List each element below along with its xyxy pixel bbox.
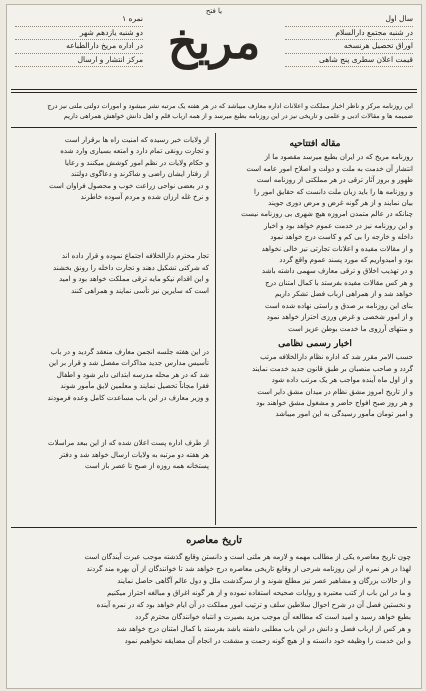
article-line: تأسیس مدارس جدید مذاکرات مفصل شد و قرار بر این [48,359,209,368]
article-line: بیان نمایند و از هر گونه غرض و مرض دوری جویند [268,199,413,208]
masthead-rule-thin [11,92,417,93]
article-line: فقرا مجاناً تحصیل نمایند و معلمین لایق مأمور شوند [60,382,209,391]
masthead-left-line: مرکز انتشار و ارسال [15,54,143,68]
masthead [7,5,421,85]
newspaper-page [6,4,422,689]
banner-rule [11,127,417,128]
article-line: و هر روز صبح افواج حاضر و مشغول مشق خواهند بود [256,398,413,407]
article-line: و این اقدام نیکو مایه ترقی مملکت خواهد بود و امید [59,275,209,284]
masthead-left-line: نمره ۱ [15,13,143,27]
article-line: حسب الامر مقرر شد که اداره نظام دارالخلافه مرتب [260,353,413,362]
masthead-right-line: در شنبه مجتمع دارالسلام [285,27,413,41]
article-line: گردد و صاحب منصبان بر طبق قانون جدید خدمت نمایند [251,364,413,373]
article-line: و روزنامه ها را باید زبان ملت دانست که حقایق امور را [254,187,413,196]
article-line: بنای این روزنامه بر صدق و راستی نهاده شده است [264,301,413,310]
section-rule [11,527,417,528]
contemporary-history-body [17,551,411,647]
newspaper-logo: مریخ [167,15,261,69]
contemporary-history-title: تاریخ معاصره [186,535,242,546]
article-line: هر هفته دو مرتبه به ولایات ارسال خواهد شد و دفتر [59,450,209,459]
article-line: تجار محترم دارالخلافه اجتماع نموده و قرار داده اند [61,252,209,261]
banner-line: این روزنامه مرکز و ناظر اخبار مملکت و اعلانات اداره معارف میباشد که در هر هفته یک مرتبه نشر میشود و امورات دولتی ملتی نیز درج [47,102,413,110]
article-line: چنانکه در عالم متمدن امروزه هیچ شهری بی روزنامه نیست [241,210,413,219]
article-line: و از اول ماه آینده مواجب هر یک مرتب داده شود [271,376,413,385]
article-line: بود و امیدواریم که مورد پسند عموم واقع گردد [279,256,413,265]
masthead-ornament-text: یا فتح [205,7,223,15]
article-line: و نرخ غله ارزان شده و مردم آسوده خاطرند [80,193,209,202]
article-line: بطبع خواهد رسید و امید است که مطالعه آن موجب مزید بصیرت و انتباه خوانندگان محترم گردد [135,613,411,621]
masthead-left-info [15,13,143,67]
masthead-right-line: قیمت اعلان سطری پنج شاهی [285,54,413,68]
article-line: که شرکتی تشکیل دهند و تجارت داخله را رونق بخشند [53,263,209,272]
article-line: داخله و خارجه را بی کم و کاست درج خواهد نمود [270,233,413,242]
column-gap [15,203,209,251]
article-line: و از امور شخصی و غرض ورزی احتراز خواهد نمود [266,313,413,322]
article-line: و ما در این باب از کتب معتبره و روایات صحیحه استفاده نموده و از هر گونه اغراق و مبالغه احتراز میکنیم [107,589,411,597]
article-line: است که سایرین نیز تأسی نمایند و همراهی کنند [71,286,209,295]
article-line: و در تهذیب اخلاق و ترقی معارف سهمی داشته باشد [261,267,413,276]
article-line: و از تاریخ امروز مشق نظام در میدان مشق دایر است [257,387,413,396]
banner-line: ضمیمه ها و مقالات ادبی و علمی و تاریخی نیز در این روزنامه بطبع میرسد و از همه ارباب قلم و اهل دانش خواهش همراهی داریم [63,112,413,120]
article-line: و نخستین فصل آن در شرح احوال سلاطین سلف و ترتیب امور مملکت در آن ایام خواهد بود که در نمره آینده [96,601,411,609]
article-line: روزنامه مریخ که در ایران بطبع میرسد مقصود ما از [264,153,413,162]
article-line: پستخانه همه روزه از صبح تا عصر باز است [85,461,209,470]
article-line: از ولایات خبر رسیده که امنیت راه ها برقرار است [64,136,209,144]
article-line: از رفتار ایشان راضی و شاکرند و دعاگوی دولتند [71,170,209,179]
masthead-right-info [285,13,413,67]
right-column [217,135,413,485]
masthead-left-line: دو شنبه یازدهم شهر [15,27,143,41]
right-column-heading: مقاله افتتاحیه [289,139,341,149]
article-line: در این هفته جلسه انجمن معارف منعقد گردید و در باب [50,348,209,357]
article-line: شد که در هر محله مدرسه ابتدائی دایر شود و اطفال [56,370,209,379]
left-column [15,135,209,525]
column-gap [15,297,209,347]
article-line: از طرف اداره پست اعلان شده که از این ببعد مراسلات [48,439,209,448]
column-divider [215,133,216,525]
article-line: و وزیر معارف در این باب مساعدت کامل وعده فرمودند [47,393,209,402]
article-line: ظهور و بروز آثار ترقی در هر مملکتی از روزنامه است [256,176,413,185]
article-line: چون تاریخ معاصره یکی از مطالب مهمه و لازمه هر ملتی است و دانستن وقایع گذشته موجب عبرت آیندگان است [84,553,411,561]
article-line: و هر کس مقالات مفیده بفرستد با کمال امتنان درج [265,278,413,287]
article-line: خواهد شد و از همراهی ارباب فضل تشکر داریم [274,290,413,299]
article-line: و حکام ولایات در نظم امور کوشش میکنند و رعایا [64,158,209,167]
article-line: و تجارت رونقی تمام دارد و امتعه بسیاری وارد شده [60,147,209,156]
masthead-right-line: اوراق تحصیل هرنسخه [285,40,413,54]
article-line: لهذا در هر نمره از این روزنامه شرحی از وقایع تاریخی معاصره درج خواهد شد تا خوانندگان از آن بهره مند گردند [86,565,411,573]
article-line: و منتهای آرزوی ما خدمت بوطن عزیز است [288,324,413,333]
military-news-heading: اخبار رسمی نظامی [278,338,352,349]
article-line: انتشار آن خدمت به ملت و دولت و اصلاح امور عامه است [246,164,413,173]
article-line: و این خدمت را وظیفه خود دانسته و از هیچ گونه زحمت و مشقت در انجام آن مضایقه نخواهیم نمود [124,637,411,645]
article-line: و هر کس از ارباب فضل و دانش در این باب مطلبی داشته باشد بفرستد با کمال امتنان درج خواهد شد [116,625,411,633]
article-line: و امیر تومان مأمور رسیدگی به این امور میباشد [275,410,413,419]
column-gap [15,404,209,438]
article-line: و این روزنامه نیز در خدمت عموم خواهد بود و اخبار [263,221,413,230]
banner-notice [15,101,413,121]
article-line: و در بعضی نواحی زراعت خوب و محصول فراوان است [49,181,209,190]
article-line: و از حالات بزرگان و مشاهیر عصر نیز مطلع شوند و از سرگذشت ملل و دول عالم آگاهی حاصل نمایند [117,577,411,585]
masthead-rule [11,89,417,90]
masthead-right-line: سال اول [285,13,413,27]
masthead-left-line: در اداره مریخ دارالطباعه [15,40,143,54]
article-line: و از مقالات مفیده و اعلانات تجارتی نیز خالی نخواهد [261,244,413,253]
